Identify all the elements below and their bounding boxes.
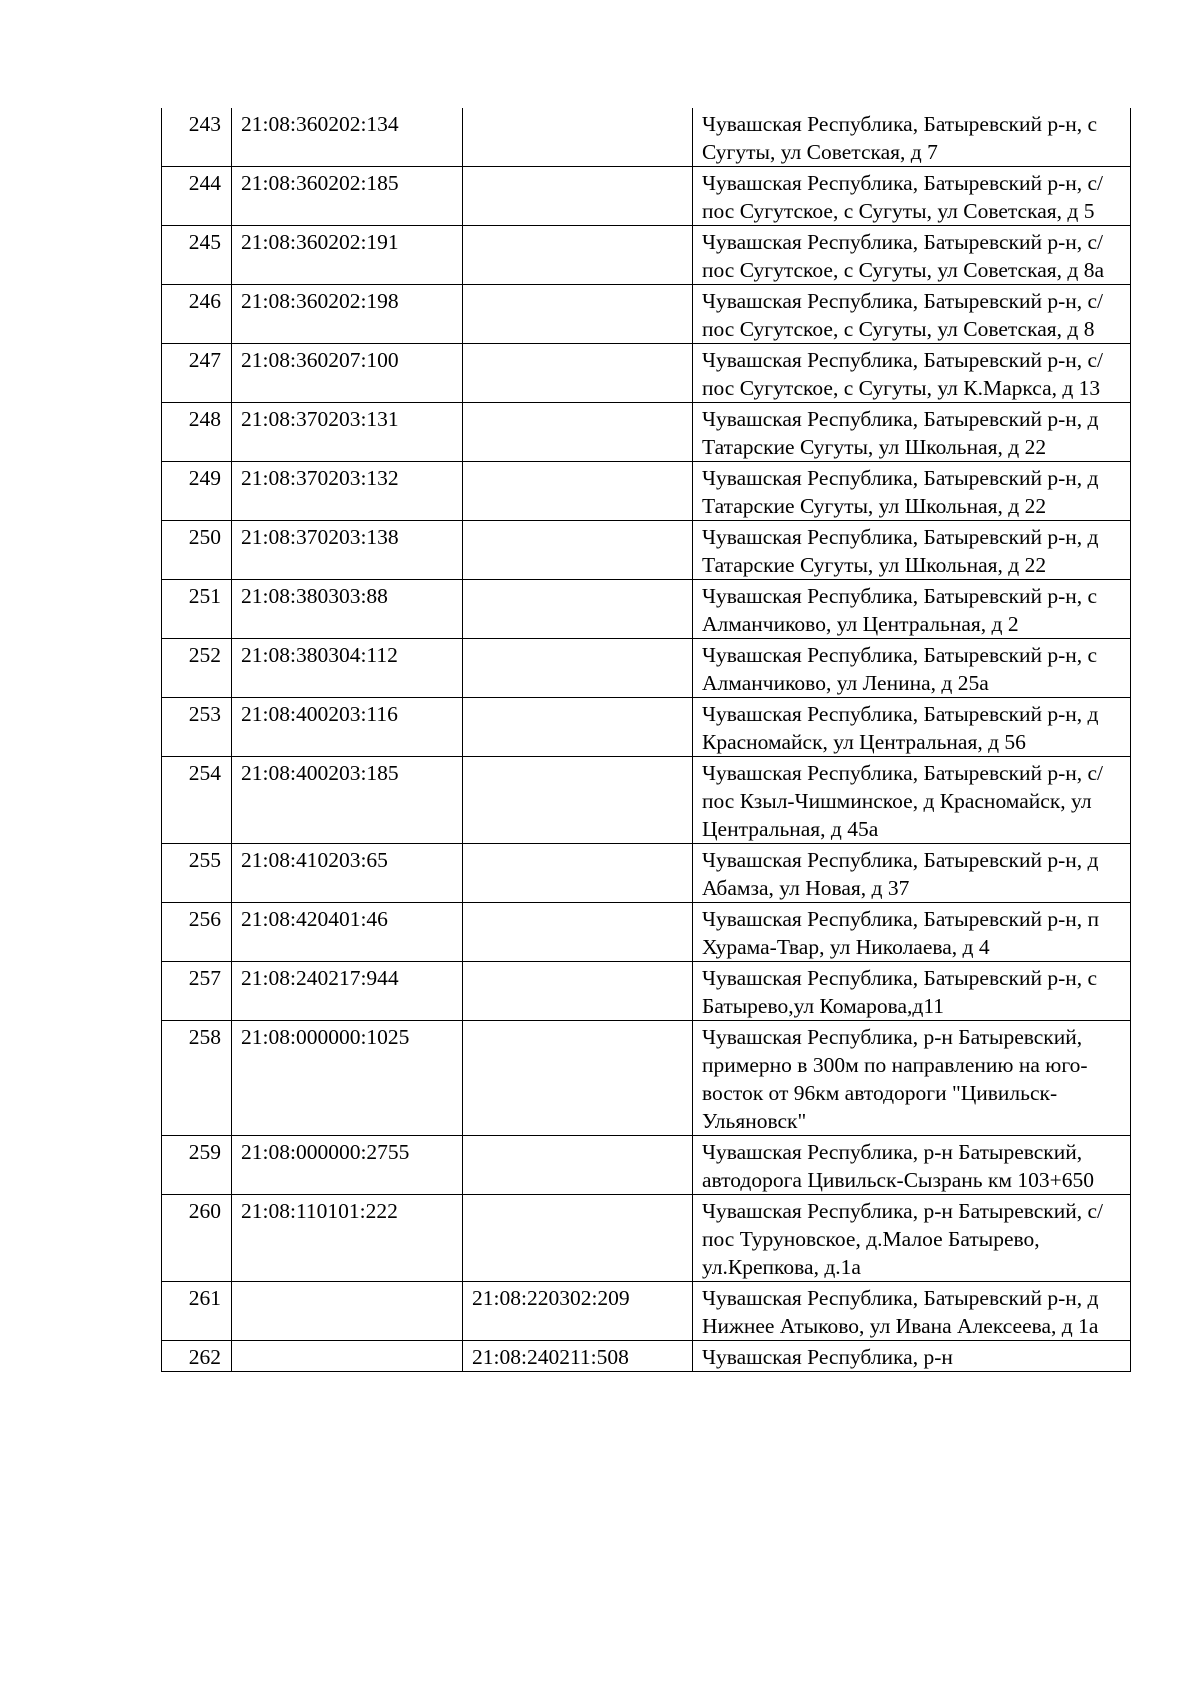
address-cell: Чувашская Республика, Батыревский р-н, с Алманчиково, ул Ленина, д 25а — [693, 639, 1131, 698]
address-cell: Чувашская Республика, р-н Батыревский, с/пос Туруновское, д.Малое Батырево, ул.Крепкова, д.1а — [693, 1195, 1131, 1282]
row-number-cell: 254 — [162, 757, 232, 844]
secondary-cadastral-number-cell — [463, 521, 693, 580]
cadastral-number-cell — [232, 1282, 463, 1341]
table-row — [162, 1021, 1131, 1136]
table-row — [162, 462, 1131, 521]
cadastral-number-cell: 21:08:380304:112 — [232, 639, 463, 698]
address-cell: Чувашская Республика, Батыревский р-н, п Хурама-Твар, ул Николаева, д 4 — [693, 903, 1131, 962]
row-number-cell: 258 — [162, 1021, 232, 1136]
secondary-cadastral-number-cell: 21:08:220302:209 — [463, 1282, 693, 1341]
secondary-cadastral-number-cell — [463, 844, 693, 903]
cadastral-number-cell: 21:08:400203:116 — [232, 698, 463, 757]
table-row — [162, 903, 1131, 962]
cadastral-number-cell: 21:08:410203:65 — [232, 844, 463, 903]
row-number-cell: 261 — [162, 1282, 232, 1341]
table-row — [162, 639, 1131, 698]
address-cell: Чувашская Республика, Батыревский р-н, с Сугуты, ул Советская, д 7 — [693, 108, 1131, 167]
secondary-cadastral-number-cell — [463, 962, 693, 1021]
table-row — [162, 108, 1131, 167]
secondary-cadastral-number-cell — [463, 639, 693, 698]
secondary-cadastral-number-cell — [463, 903, 693, 962]
row-number-cell: 243 — [162, 108, 232, 167]
secondary-cadastral-number-cell — [463, 757, 693, 844]
cadastral-number-cell: 21:08:000000:2755 — [232, 1136, 463, 1195]
secondary-cadastral-number-cell — [463, 403, 693, 462]
address-cell: Чувашская Республика, Батыревский р-н, с Батырево,ул Комарова,д11 — [693, 962, 1131, 1021]
cadastral-number-cell: 21:08:370203:132 — [232, 462, 463, 521]
cadastral-number-cell: 21:08:370203:131 — [232, 403, 463, 462]
address-cell: Чувашская Республика, Батыревский р-н, с Алманчиково, ул Центральная, д 2 — [693, 580, 1131, 639]
secondary-cadastral-number-cell — [463, 226, 693, 285]
row-number-cell: 251 — [162, 580, 232, 639]
address-cell: Чувашская Республика, Батыревский р-н, д Красномайск, ул Центральная, д 56 — [693, 698, 1131, 757]
address-cell: Чувашская Республика, Батыревский р-н, с/пос Сугутское, с Сугуты, ул Советская, д 8а — [693, 226, 1131, 285]
address-cell: Чувашская Республика, Батыревский р-н, с/пос Кзыл-Чишминское, д Красномайск, ул Центральная, д 45а — [693, 757, 1131, 844]
cadastral-number-cell: 21:08:110101:222 — [232, 1195, 463, 1282]
row-number-cell: 247 — [162, 344, 232, 403]
address-cell: Чувашская Республика, Батыревский р-н, д Нижнее Атыково, ул Ивана Алексеева, д 1а — [693, 1282, 1131, 1341]
secondary-cadastral-number-cell — [463, 285, 693, 344]
address-cell: Чувашская Республика, р-н Батыревский, примерно в 300м по направлению на юго-восток от 96км автодороги "Цивильск-Ульяновск" — [693, 1021, 1131, 1136]
table-row — [162, 962, 1131, 1021]
row-number-cell: 259 — [162, 1136, 232, 1195]
row-number-cell: 257 — [162, 962, 232, 1021]
secondary-cadastral-number-cell — [463, 580, 693, 639]
address-cell: Чувашская Республика, Батыревский р-н, д Татарские Сугуты, ул Школьная, д 22 — [693, 403, 1131, 462]
table-row — [162, 698, 1131, 757]
row-number-cell: 260 — [162, 1195, 232, 1282]
cadastral-number-cell: 21:08:360207:100 — [232, 344, 463, 403]
table-row — [162, 844, 1131, 903]
row-number-cell: 253 — [162, 698, 232, 757]
table-row — [162, 403, 1131, 462]
address-cell: Чувашская Республика, Батыревский р-н, д Абамза, ул Новая, д 37 — [693, 844, 1131, 903]
row-number-cell: 255 — [162, 844, 232, 903]
cadastral-number-cell: 21:08:360202:185 — [232, 167, 463, 226]
table-row — [162, 757, 1131, 844]
secondary-cadastral-number-cell — [463, 1136, 693, 1195]
cadastral-number-cell: 21:08:360202:198 — [232, 285, 463, 344]
table-row — [162, 1282, 1131, 1341]
registry-table-body — [162, 108, 1131, 1372]
table-row — [162, 167, 1131, 226]
table-row — [162, 1341, 1131, 1372]
row-number-cell: 245 — [162, 226, 232, 285]
row-number-cell: 252 — [162, 639, 232, 698]
cadastral-number-cell: 21:08:360202:134 — [232, 108, 463, 167]
address-cell: Чувашская Республика, Батыревский р-н, с/пос Сугутское, с Сугуты, ул Советская, д 8 — [693, 285, 1131, 344]
secondary-cadastral-number-cell — [463, 108, 693, 167]
row-number-cell: 250 — [162, 521, 232, 580]
cadastral-number-cell: 21:08:380303:88 — [232, 580, 463, 639]
registry-table — [161, 108, 1131, 1372]
table-row — [162, 1195, 1131, 1282]
secondary-cadastral-number-cell — [463, 462, 693, 521]
table-row — [162, 226, 1131, 285]
table-row — [162, 1136, 1131, 1195]
cadastral-number-cell — [232, 1341, 463, 1372]
cadastral-number-cell: 21:08:370203:138 — [232, 521, 463, 580]
table-row — [162, 521, 1131, 580]
row-number-cell: 246 — [162, 285, 232, 344]
address-cell: Чувашская Республика, Батыревский р-н, с/пос Сугутское, с Сугуты, ул Советская, д 5 — [693, 167, 1131, 226]
cadastral-number-cell: 21:08:240217:944 — [232, 962, 463, 1021]
row-number-cell: 256 — [162, 903, 232, 962]
secondary-cadastral-number-cell — [463, 698, 693, 757]
secondary-cadastral-number-cell — [463, 1021, 693, 1136]
secondary-cadastral-number-cell: 21:08:240211:508 — [463, 1341, 693, 1372]
address-cell: Чувашская Республика, Батыревский р-н, с/пос Сугутское, с Сугуты, ул К.Маркса, д 13 — [693, 344, 1131, 403]
address-cell: Чувашская Республика, Батыревский р-н, д Татарские Сугуты, ул Школьная, д 22 — [693, 462, 1131, 521]
secondary-cadastral-number-cell — [463, 1195, 693, 1282]
table-row — [162, 580, 1131, 639]
address-cell: Чувашская Республика, р-н — [693, 1341, 1131, 1372]
cadastral-number-cell: 21:08:420401:46 — [232, 903, 463, 962]
row-number-cell: 248 — [162, 403, 232, 462]
address-cell: Чувашская Республика, р-н Батыревский, автодорога Цивильск-Сызрань км 103+650 — [693, 1136, 1131, 1195]
table-row — [162, 344, 1131, 403]
secondary-cadastral-number-cell — [463, 167, 693, 226]
secondary-cadastral-number-cell — [463, 344, 693, 403]
table-row — [162, 285, 1131, 344]
row-number-cell: 244 — [162, 167, 232, 226]
cadastral-number-cell: 21:08:360202:191 — [232, 226, 463, 285]
cadastral-number-cell: 21:08:400203:185 — [232, 757, 463, 844]
cadastral-number-cell: 21:08:000000:1025 — [232, 1021, 463, 1136]
address-cell: Чувашская Республика, Батыревский р-н, д Татарские Сугуты, ул Школьная, д 22 — [693, 521, 1131, 580]
row-number-cell: 262 — [162, 1341, 232, 1372]
row-number-cell: 249 — [162, 462, 232, 521]
